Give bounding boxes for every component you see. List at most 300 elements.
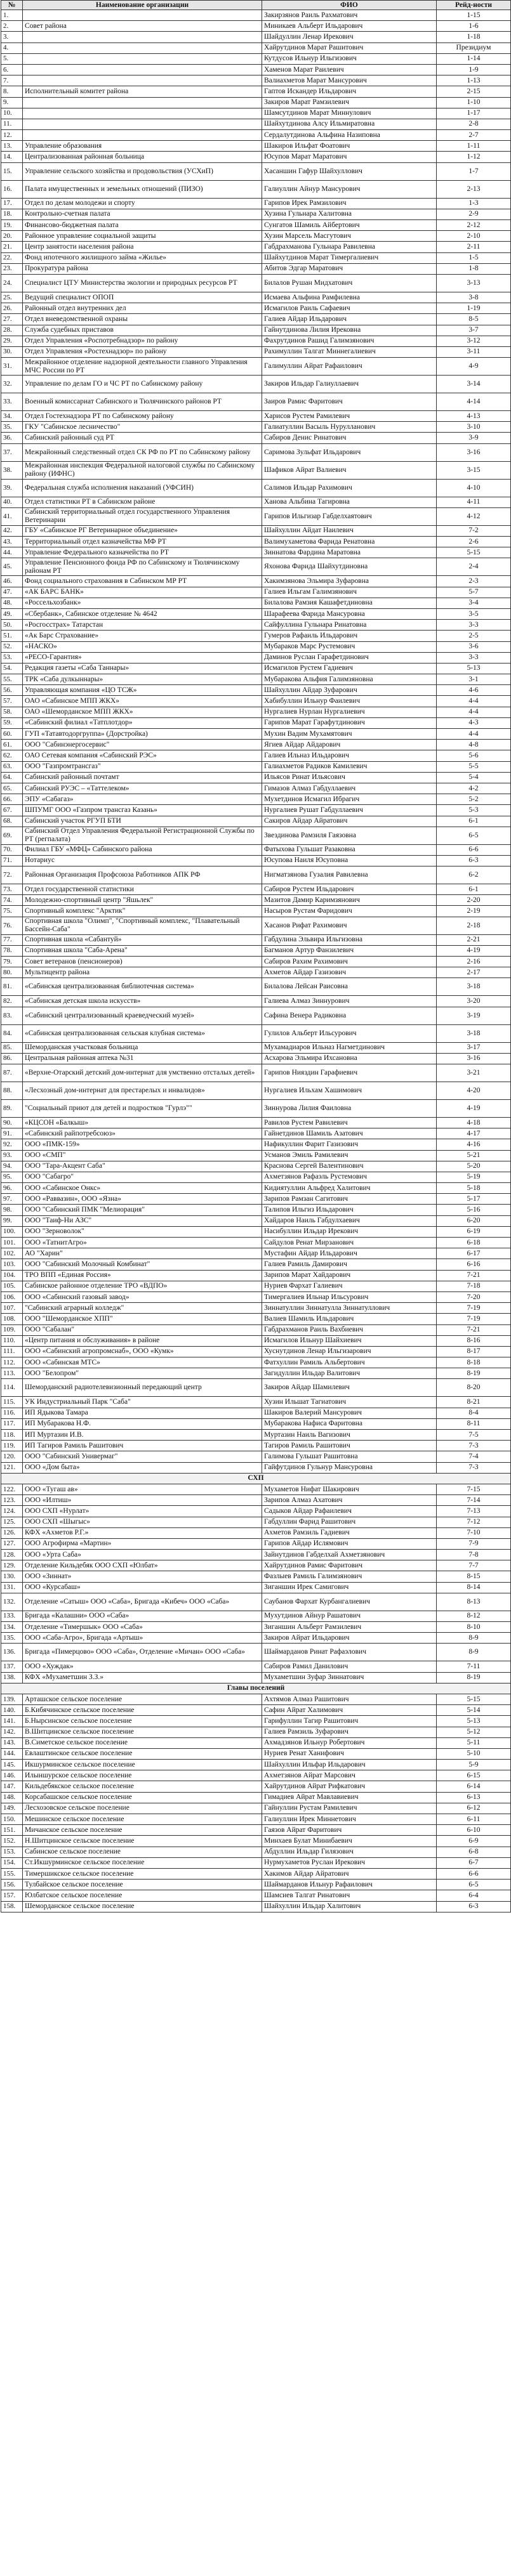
row-number: 111. — [1, 1346, 23, 1357]
table-row — [1, 620, 511, 631]
organization-name: ООО СХП «Шыгыс» — [23, 1517, 262, 1527]
full-name: Гарипов Ирек Рамзилович — [262, 198, 437, 209]
organization-name: ООО СХП «Нурлат» — [23, 1506, 262, 1517]
full-name: Шайхуллин Ильфар Ильдарович — [262, 1760, 437, 1770]
row-number: 119. — [1, 1441, 23, 1451]
organization-duty-table-container — [1, 0, 510, 1912]
full-name: Фазлыев Рамиль Галимзянович — [262, 1571, 437, 1582]
row-number: 132. — [1, 1593, 23, 1611]
table-row — [1, 1194, 511, 1205]
table-row — [1, 10, 511, 21]
full-name: Мустафин Айдар Ильдарович — [262, 1248, 437, 1259]
table-row — [1, 1238, 511, 1248]
full-name: Сафин Айрат Халимович — [262, 1705, 437, 1716]
duty-dates: 2-13 — [437, 180, 511, 198]
organization-name: Сабинский Отдел Управления Федеральной Регистрационной Службы по РТ (регпалата) — [23, 827, 262, 844]
row-number: 20. — [1, 231, 23, 242]
row-number: 120. — [1, 1451, 23, 1462]
full-name: Шайхуллин Айдат Наилевич — [262, 525, 437, 536]
row-number: 151. — [1, 1825, 23, 1836]
table-row — [1, 1462, 511, 1473]
duty-dates: 5-12 — [437, 1727, 511, 1737]
table-row — [1, 827, 511, 844]
duty-dates: 6-2 — [437, 866, 511, 884]
table-row — [1, 1814, 511, 1825]
duty-dates: 1-11 — [437, 141, 511, 152]
duty-dates: 8-10 — [437, 1622, 511, 1633]
organization-name: «Сабинский филиал «Татплотдор» — [23, 717, 262, 728]
full-name: Мухаметов Нифат Шакирович — [262, 1484, 437, 1494]
organization-name: Совет ветеранов (пенсионеров) — [23, 957, 262, 967]
full-name: Гимазов Алмаз Габдуллаевич — [262, 783, 437, 794]
organization-name: ЭПУ «Сабагаз» — [23, 794, 262, 805]
row-number: 31. — [1, 358, 23, 376]
full-name: Нуриев Фархат Галиевич — [262, 1281, 437, 1291]
organization-name — [23, 97, 262, 108]
organization-name: ООО "Сабалан" — [23, 1324, 262, 1335]
row-number: 54. — [1, 663, 23, 674]
row-number: 39. — [1, 479, 23, 497]
duty-dates: 3-5 — [437, 608, 511, 619]
header-full-name: ФИО — [262, 1, 437, 10]
duty-dates: 3-17 — [437, 1042, 511, 1053]
row-number: 108. — [1, 1314, 23, 1324]
duty-dates: 5-13 — [437, 1716, 511, 1727]
row-number: 56. — [1, 685, 23, 696]
organization-name: Нотариус — [23, 855, 262, 866]
duty-dates: 3-1 — [437, 674, 511, 685]
duty-dates: 7-2 — [437, 525, 511, 536]
table-row — [1, 587, 511, 598]
full-name: Тагиров Рамиль Рашитович — [262, 1441, 437, 1451]
duty-dates: 8-21 — [437, 1397, 511, 1408]
duty-dates: 4-16 — [437, 1139, 511, 1150]
full-name: Краснова Сергей Валентинович — [262, 1161, 437, 1172]
organization-name: Фонд ипотечного жилищного займа «Жилье» — [23, 252, 262, 263]
full-name: Гимадиев Айрат Мавлавиевич — [262, 1792, 437, 1803]
duty-dates: 5-5 — [437, 761, 511, 772]
table-row — [1, 761, 511, 772]
duty-dates: 6-18 — [437, 1238, 511, 1248]
row-number: 94. — [1, 1161, 23, 1172]
table-row — [1, 1901, 511, 1912]
organization-name: ООО «Сабинский газовый завод» — [23, 1291, 262, 1302]
table-row — [1, 1781, 511, 1792]
row-number: 19. — [1, 220, 23, 231]
row-number: 109. — [1, 1324, 23, 1335]
row-number: 130. — [1, 1571, 23, 1582]
duty-dates: 4-3 — [437, 717, 511, 728]
duty-dates: 5-13 — [437, 663, 511, 674]
row-number: 65. — [1, 783, 23, 794]
table-row — [1, 180, 511, 198]
row-number: 24. — [1, 274, 23, 292]
row-number: 146. — [1, 1770, 23, 1781]
full-name: Насыров Рустам Фаридович — [262, 906, 437, 917]
table-row — [1, 996, 511, 1007]
row-number: 145. — [1, 1760, 23, 1770]
duty-dates: 4-8 — [437, 740, 511, 750]
table-row — [1, 1825, 511, 1836]
full-name: Исмагилов Рустем Гадиевич — [262, 663, 437, 674]
table-row — [1, 783, 511, 794]
full-name: Гайнутдинова Лилия Ирековна — [262, 325, 437, 336]
table-row — [1, 242, 511, 252]
table-row — [1, 1571, 511, 1582]
organization-name: "Социальный приют для детей и подростков "Гурлэ"" — [23, 1099, 262, 1117]
duty-dates: 1-9 — [437, 64, 511, 75]
full-name: Фатхуллин Рамиль Альбертович — [262, 1357, 437, 1368]
table-row — [1, 1517, 511, 1527]
duty-dates: 7-11 — [437, 1661, 511, 1672]
row-number: 41. — [1, 507, 23, 525]
organization-name: Спортивная школа "Олимп", "Спортивный комплекс, "Плавательный Бассейн-Саба" — [23, 917, 262, 934]
full-name: Мухетдинов Исмагил Ибрагич — [262, 794, 437, 805]
row-number: 123. — [1, 1495, 23, 1506]
organization-name: «Ак Барс Страхование» — [23, 631, 262, 641]
organization-name: Исполнительный комитет района — [23, 86, 262, 97]
duty-dates: 3-9 — [437, 433, 511, 443]
full-name: Валиахметов Марат Мансурович — [262, 75, 437, 86]
full-name: Хузин Марсель Масгутович — [262, 231, 437, 242]
row-number: 4. — [1, 42, 23, 53]
organization-name: Илыншурское сельское поселение — [23, 1770, 262, 1781]
row-number: 134. — [1, 1622, 23, 1633]
full-name: Салимов Ильдар Рахимович — [262, 479, 437, 497]
table-row — [1, 717, 511, 728]
duty-dates: 5-21 — [437, 1150, 511, 1161]
full-name: Шайхутдинова Алсу Ильмиратовна — [262, 119, 437, 129]
table-row — [1, 1868, 511, 1879]
full-name: Нургалиев Рушат Габдуллаевич — [262, 805, 437, 816]
organization-name: «Лесхозный дом-интернат для престарелых и инвалидов» — [23, 1082, 262, 1099]
organization-name: Районное управление социальной защиты — [23, 231, 262, 242]
full-name: Зиннатова Фардина Маратовна — [262, 547, 437, 558]
organization-name: Совет района — [23, 21, 262, 32]
full-name: Гарипов Айдар Ислямович — [262, 1538, 437, 1549]
full-name: Абдуллин Ильдар Гилязович — [262, 1847, 437, 1857]
table-row — [1, 1836, 511, 1847]
duty-dates: 8-13 — [437, 1593, 511, 1611]
duty-dates: 6-1 — [437, 816, 511, 827]
duty-dates: 7-18 — [437, 1281, 511, 1291]
duty-dates: 6-15 — [437, 1770, 511, 1781]
table-row — [1, 1357, 511, 1368]
organization-name: «Сабинская централизованная сельская клубная система» — [23, 1024, 262, 1042]
duty-dates: 1-19 — [437, 303, 511, 314]
full-name: Сабиров Рамил Данилович — [262, 1661, 437, 1672]
table-row — [1, 558, 511, 576]
full-name: Гаптов Искандер Ильдарович — [262, 86, 437, 97]
row-number: 131. — [1, 1582, 23, 1593]
row-number: 50. — [1, 620, 23, 631]
table-row — [1, 1172, 511, 1182]
header-organization: Наименование организации — [23, 1, 262, 10]
full-name: Шайхуллин Ильдар Халитович — [262, 1901, 437, 1912]
row-number: 15. — [1, 162, 23, 180]
organization-name: «Центр питания и обслуживания» в районе — [23, 1335, 262, 1346]
organization-name: Шеморданская участковая больница — [23, 1042, 262, 1053]
duty-dates: 8-12 — [437, 1611, 511, 1621]
duty-dates: 3-7 — [437, 325, 511, 336]
row-number: 10. — [1, 108, 23, 119]
organization-name: ООО «Тугаш ав» — [23, 1484, 262, 1494]
full-name: Хабибуллин Ильнур Фаилевич — [262, 696, 437, 707]
row-number: 40. — [1, 497, 23, 507]
duty-dates: 4-12 — [437, 507, 511, 525]
full-name: Сердалутдинова Альфина Назиповна — [262, 130, 437, 141]
duty-dates: 7-20 — [437, 1291, 511, 1302]
table-row — [1, 1661, 511, 1672]
table-row — [1, 844, 511, 855]
table-row — [1, 978, 511, 996]
row-number: 28. — [1, 325, 23, 336]
table-row — [1, 866, 511, 884]
duty-dates: 6-10 — [437, 1825, 511, 1836]
table-row — [1, 1857, 511, 1868]
row-number: 57. — [1, 696, 23, 707]
duty-dates: 3-21 — [437, 1064, 511, 1082]
row-number: 99. — [1, 1215, 23, 1226]
full-name: Габдуллин Фарид Рашитович — [262, 1517, 437, 1527]
duty-dates: 5-4 — [437, 772, 511, 783]
full-name: Юсупова Наиля Юсуповна — [262, 855, 437, 866]
duty-dates: 7-19 — [437, 1303, 511, 1314]
full-name: Зиганшин Ирек Самигович — [262, 1582, 437, 1593]
row-number: 17. — [1, 198, 23, 209]
duty-dates: 1-18 — [437, 32, 511, 42]
row-number: 34. — [1, 411, 23, 422]
row-number: 76. — [1, 917, 23, 934]
duty-dates: 7-21 — [437, 1270, 511, 1281]
full-name: Гулилов Альберт Ильсурович — [262, 1024, 437, 1042]
table-row — [1, 86, 511, 97]
table-row — [1, 433, 511, 443]
full-name: Мухин Вадим Мухамятович — [262, 729, 437, 740]
organization-name — [23, 64, 262, 75]
table-row — [1, 805, 511, 816]
organization-name: ООО «Сабинский агропромснаб», ООО «Кумк» — [23, 1346, 262, 1357]
full-name: Хузин Ильшат Тагиатович — [262, 1397, 437, 1408]
duty-dates: 6-13 — [437, 1792, 511, 1803]
duty-dates: 6-3 — [437, 1901, 511, 1912]
row-number: 96. — [1, 1183, 23, 1194]
organization-name: Служба судебных приставов — [23, 325, 262, 336]
table-row — [1, 1064, 511, 1082]
duty-dates: 5-15 — [437, 1694, 511, 1704]
full-name: Билалова Лейсан Раисовна — [262, 978, 437, 996]
row-number: 67. — [1, 805, 23, 816]
row-number: 13. — [1, 141, 23, 152]
row-number: 97. — [1, 1194, 23, 1205]
table-row — [1, 967, 511, 978]
full-name: Рахимуллин Талгат Миннегалиевич — [262, 346, 437, 357]
duty-dates: 7-13 — [437, 1506, 511, 1517]
duty-dates: 3-15 — [437, 461, 511, 479]
full-name: Габдрахманова Гульнара Равилевна — [262, 242, 437, 252]
organization-name: Кильдебякское сельское поселение — [23, 1781, 262, 1792]
full-name: Ханова Альбина Тагировна — [262, 497, 437, 507]
full-name: Шакиров Ильфат Фоатович — [262, 141, 437, 152]
duty-dates: 7-7 — [437, 1560, 511, 1571]
table-row — [1, 696, 511, 707]
organization-name: Прокуратура района — [23, 263, 262, 274]
full-name: Хакимзянова Эльмира Зуфаровна — [262, 576, 437, 587]
full-name: Галиатуллин Васыль Нурулланович — [262, 422, 437, 433]
full-name: Мубараков Марс Рустемович — [262, 641, 437, 652]
full-name: Билалов Рушан Мидхатович — [262, 274, 437, 292]
row-number: 44. — [1, 547, 23, 558]
full-name: Сабиров Денис Ринатович — [262, 433, 437, 443]
duty-dates: 6-6 — [437, 1868, 511, 1879]
duty-dates: 7-12 — [437, 1517, 511, 1527]
organization-name: ООО "Сабинэнергосервис" — [23, 740, 262, 750]
organization-name: ООО "Сабагро" — [23, 1172, 262, 1182]
full-name: Миникаев Альберт Ильдарович — [262, 21, 437, 32]
duty-dates: 8-9 — [437, 1644, 511, 1661]
table-row — [1, 1716, 511, 1727]
organization-name: ИП Тагиров Рамиль Рашитович — [23, 1441, 262, 1451]
table-row — [1, 1451, 511, 1462]
table-row — [1, 1593, 511, 1611]
full-name: Кутдусов Ильнур Ильгизович — [262, 53, 437, 64]
organization-name: Спортивная школа «Сабантуй» — [23, 934, 262, 945]
table-row — [1, 507, 511, 525]
organization-name: «Сабинский централизованный краеведческий музей» — [23, 1007, 262, 1024]
organization-name: Районная Организация Профсоюза Работников АПК РФ — [23, 866, 262, 884]
duty-dates: 2-11 — [437, 242, 511, 252]
row-number: 158. — [1, 1901, 23, 1912]
row-number: 89. — [1, 1099, 23, 1117]
organization-name: Управление сельского хозяйства и продовольствия (УСХиП) — [23, 162, 262, 180]
duty-dates: 5-11 — [437, 1737, 511, 1748]
full-name: Гарипов Нияздин Гарафиевич — [262, 1064, 437, 1082]
table-row — [1, 209, 511, 219]
duty-dates: 6-17 — [437, 1248, 511, 1259]
table-row — [1, 525, 511, 536]
row-number: 74. — [1, 895, 23, 906]
duty-dates: 1-15 — [437, 10, 511, 21]
row-number: 33. — [1, 393, 23, 411]
full-name: Багманов Артур Фанзилевич — [262, 945, 437, 956]
row-number: 116. — [1, 1408, 23, 1418]
table-row — [1, 547, 511, 558]
full-name: Закиров Айдар Шамилевич — [262, 1379, 437, 1397]
duty-dates: 8-11 — [437, 1418, 511, 1429]
organization-name — [23, 108, 262, 119]
organization-name: Молодежно-спортивный центр "Яшьлек" — [23, 895, 262, 906]
full-name: Шайдуллин Ленар Ирекович — [262, 32, 437, 42]
full-name: Мазитов Дамир Каримзянович — [262, 895, 437, 906]
organization-name: Управление образования — [23, 141, 262, 152]
row-number: 103. — [1, 1259, 23, 1270]
table-row — [1, 1161, 511, 1172]
table-row — [1, 1890, 511, 1901]
full-name: Хайдаров Наиль Габдулхаевич — [262, 1215, 437, 1226]
table-row — [1, 443, 511, 461]
full-name: Шамсутдинов Марат Миннулович — [262, 108, 437, 119]
duty-dates: 8-19 — [437, 1368, 511, 1379]
table-row — [1, 1803, 511, 1814]
full-name: Кидиятуллин Альфред Халитович — [262, 1183, 437, 1194]
full-name: Мубаракова Нафиса Фаритовна — [262, 1418, 437, 1429]
organization-name: «Россельхозбанк» — [23, 598, 262, 608]
duty-dates: 5-16 — [437, 1205, 511, 1215]
table-row — [1, 32, 511, 42]
row-number: 77. — [1, 934, 23, 945]
row-number: 81. — [1, 978, 23, 996]
table-row — [1, 1053, 511, 1064]
table-row — [1, 325, 511, 336]
table-row — [1, 141, 511, 152]
organization-name: Управление Пенсионного фонда РФ по Сабинскому и Тюлячинскому районам РТ — [23, 558, 262, 576]
row-number: 144. — [1, 1748, 23, 1759]
row-number: 69. — [1, 827, 23, 844]
duty-dates: 6-5 — [437, 827, 511, 844]
table-row — [1, 1792, 511, 1803]
row-number: 93. — [1, 1150, 23, 1161]
organization-name: Централизованная районная больница — [23, 152, 262, 162]
full-name: Галиахметов Радиков Камилевич — [262, 761, 437, 772]
row-number: 154. — [1, 1857, 23, 1868]
organization-name: Сабинский районный почтамт — [23, 772, 262, 783]
table-row — [1, 750, 511, 761]
full-name: Нургалиев Нурлан Нургалиевич — [262, 707, 437, 717]
row-number: 110. — [1, 1335, 23, 1346]
table-row — [1, 358, 511, 376]
table-row — [1, 1760, 511, 1770]
row-number: 53. — [1, 652, 23, 663]
row-number: 125. — [1, 1517, 23, 1527]
organization-name: ООО «Илтиш» — [23, 1495, 262, 1506]
table-row — [1, 1560, 511, 1571]
full-name: Сайфуллина Гульнара Ринатовна — [262, 620, 437, 631]
duty-dates: 1-3 — [437, 198, 511, 209]
organization-name: ООО "Сабинский Молочный Комбинат" — [23, 1259, 262, 1270]
table-row — [1, 1150, 511, 1161]
full-name: Фахрутдинов Рашид Галимзянович — [262, 336, 437, 346]
table-row — [1, 1495, 511, 1506]
full-name: Галиуллин Ирек Миннетович — [262, 1814, 437, 1825]
organization-name: Сабинский РУЭС – «Таттелеком» — [23, 783, 262, 794]
table-row — [1, 945, 511, 956]
table-row — [1, 461, 511, 479]
organization-name: Межрайонное отделение надзорной деятельности главного Управления МЧС России по РТ — [23, 358, 262, 376]
row-number: 29. — [1, 336, 23, 346]
duty-dates: 5-6 — [437, 750, 511, 761]
duty-dates: 7-5 — [437, 1430, 511, 1441]
duty-dates: 3-11 — [437, 346, 511, 357]
row-number: 136. — [1, 1644, 23, 1661]
full-name: Закиров Ильдар Галиуллаевич — [262, 376, 437, 393]
row-number: 37. — [1, 443, 23, 461]
duty-dates: 5-9 — [437, 1760, 511, 1770]
full-name: Хуснутдинов Ленар Ильгизарович — [262, 1346, 437, 1357]
full-name: Зиганшин Альберт Рамзилевич — [262, 1622, 437, 1633]
table-row — [1, 21, 511, 32]
row-number: 59. — [1, 717, 23, 728]
table-row — [1, 1281, 511, 1291]
duty-dates: 6-9 — [437, 1836, 511, 1847]
row-number: 102. — [1, 1248, 23, 1259]
duty-dates: 5-7 — [437, 587, 511, 598]
section-header-row — [1, 1473, 511, 1484]
full-name: Мухаметшин Зуфар Зиннатович — [262, 1672, 437, 1683]
duty-dates: 1-14 — [437, 53, 511, 64]
full-name: Нуриев Ренат Ханифович — [262, 1748, 437, 1759]
table-row — [1, 1183, 511, 1194]
full-name: Муртазин Наиль Вагизович — [262, 1430, 437, 1441]
